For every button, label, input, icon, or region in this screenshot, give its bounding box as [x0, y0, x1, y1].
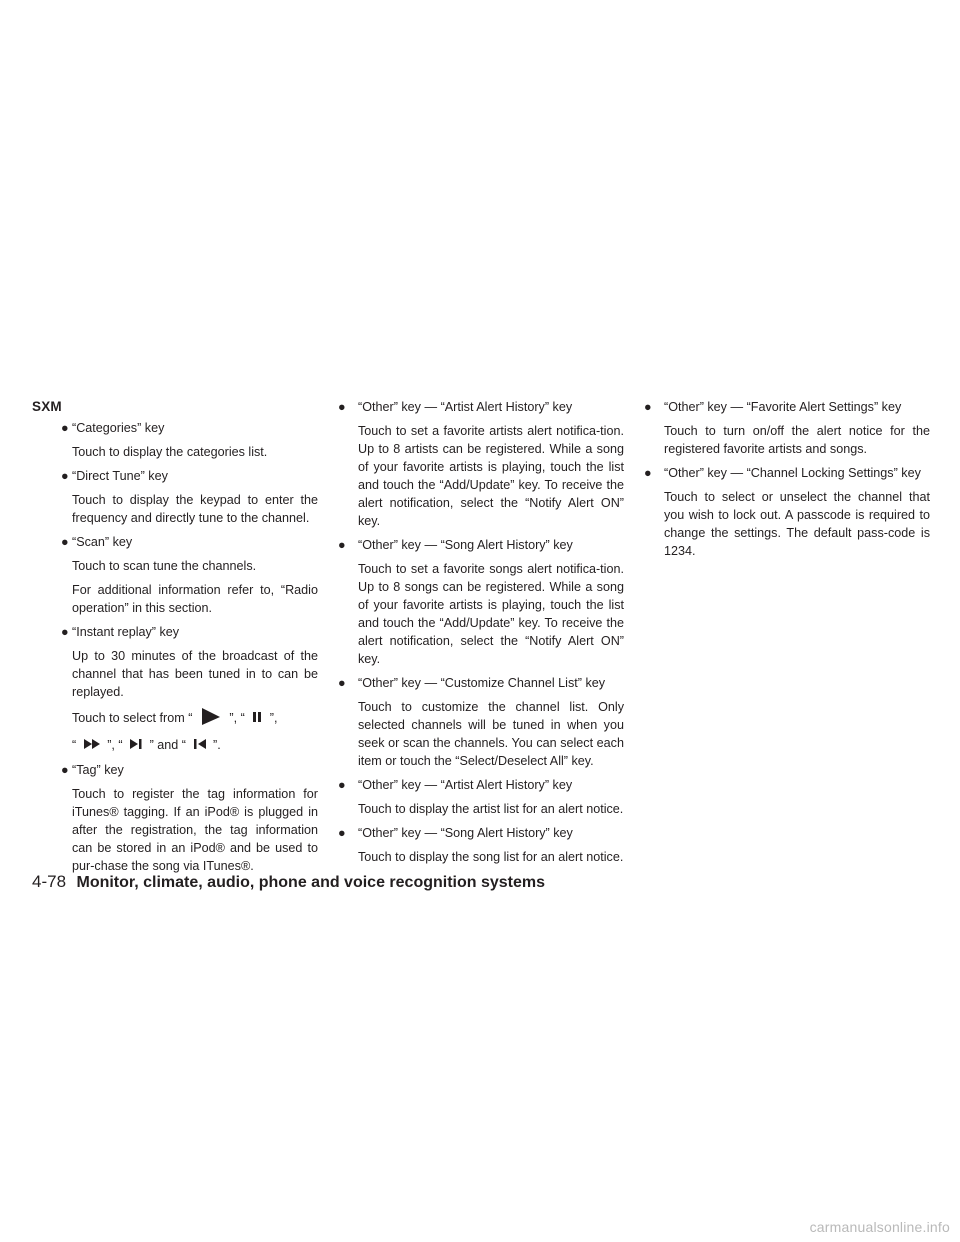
control-icons-line-1 — [72, 707, 318, 730]
list-item-categories — [32, 419, 318, 461]
key-description: Touch to set a favorite artists alert notifica-tion. Up to 8 artists can be registered. While a song of your favorite artists is playing, touch the list and touch the “Add/Update” key. To receive the alert notification, select the “Notify Alert ON” key. — [358, 424, 624, 528]
list-item-artist-alert — [338, 398, 624, 530]
text-fragment: ”, “ — [229, 710, 245, 725]
list-item-song-alert — [338, 536, 624, 668]
key-label: “Other” key — “Favorite Alert Settings” key — [664, 400, 902, 414]
text-fragment: “ — [72, 738, 77, 752]
skip-next-icon — [128, 737, 144, 755]
key-description: Touch to set a favorite songs alert notifica-tion. Up to 8 songs can be registered. While a song of your favorite artists is playing, touch the list and touch the “Add/Update” key. To receive the alert notification, select the “Notify Alert ON” key. — [358, 562, 624, 666]
section-title: SXM — [32, 399, 62, 414]
list-item-tag — [32, 761, 318, 875]
skip-previous-icon — [192, 737, 208, 755]
text-fragment: ”. — [213, 738, 221, 752]
key-label: “Other” key — “Artist Alert History” key — [358, 400, 573, 414]
column-1 — [32, 398, 318, 881]
text-fragment: ” and “ — [149, 738, 186, 752]
key-label: “Direct Tune” key — [72, 469, 168, 483]
list-item-scan — [32, 533, 318, 617]
key-description: Touch to select or unselect the channel that you wish to lock out. A passcode is required to change the settings. The default pass-code is 1234. — [664, 490, 930, 558]
pause-icon — [250, 710, 264, 728]
key-description: Touch to customize the channel list. Only selected channels will be tuned in when you seek or scan the channels. You can select each item or touch the “Select/Deselect All” key. — [358, 700, 624, 768]
key-label: “Tag” key — [72, 762, 124, 777]
bullet: ● — [61, 625, 69, 639]
key-description-more: For additional information refer to, “Radio operation” in this section. — [72, 583, 318, 615]
bullet: ● — [61, 469, 69, 483]
key-label: “Other” key — “Song Alert History” key — [358, 538, 573, 552]
bullet: ● — [338, 400, 346, 414]
key-label: “Other” key — “Song Alert History” key — [358, 826, 573, 840]
key-label: “Other” key — “Channel Locking Settings” key — [664, 466, 921, 480]
key-description: Touch to display the song list for an alert notice. — [358, 850, 624, 864]
page-number: 4-78 — [32, 872, 67, 891]
key-description: Touch to scan tune the channels. — [72, 559, 257, 573]
play-icon — [198, 707, 224, 730]
key-description: Up to 30 minutes of the broadcast of the channel that has been tuned in to can be replayed. — [72, 649, 318, 699]
fast-forward-icon — [82, 737, 102, 755]
list-item-direct-tune — [32, 467, 318, 527]
bullet: ● — [644, 400, 652, 414]
text-fragment: Touch to select from “ — [72, 710, 193, 725]
list-item-channel-locking — [644, 464, 930, 560]
control-icons-line-2 — [72, 736, 318, 755]
key-label: “Scan” key — [72, 535, 133, 549]
list-item-song-list — [338, 824, 624, 866]
bullet: ● — [61, 421, 69, 435]
bullet: ● — [644, 466, 652, 480]
bullet: ● — [338, 778, 346, 792]
page-footer — [32, 873, 545, 892]
bullet: ● — [61, 535, 69, 549]
list-item-favorite-alert — [644, 398, 930, 458]
key-label: “Other” key — “Artist Alert History” key — [358, 778, 573, 792]
key-description: Touch to register the tag information for iTunes® tagging. If an iPod® is plugged in after the registration, the tag information can be stored in an iPod® and be used to pur-chase the song via ITunes®. — [72, 786, 318, 873]
list-item-artist-list — [338, 776, 624, 818]
key-label: “Categories” key — [72, 421, 165, 435]
list-item-instant-replay — [32, 623, 318, 755]
key-label: “Instant replay” key — [72, 625, 180, 639]
watermark: carmanualsonline.info — [809, 1219, 950, 1235]
key-description: Touch to display the categories list. — [72, 445, 268, 459]
column-2 — [338, 398, 624, 872]
bullet: ● — [61, 762, 69, 777]
bullet: ● — [338, 826, 346, 840]
key-label: “Other” key — “Customize Channel List” key — [358, 676, 606, 690]
text-fragment: ”, — [269, 710, 278, 725]
bullet: ● — [338, 676, 346, 690]
key-description: Touch to display the artist list for an alert notice. — [358, 802, 624, 816]
key-description: Touch to turn on/off the alert notice for the registered favorite artists and songs. — [664, 424, 930, 456]
key-description: Touch to display the keypad to enter the frequency and directly tune to the channel. — [72, 493, 318, 525]
text-fragment: ”, “ — [107, 738, 123, 752]
column-3 — [644, 398, 930, 566]
chapter-title: Monitor, climate, audio, phone and voice recognition systems — [76, 874, 546, 891]
bullet: ● — [338, 538, 346, 552]
list-item-customize-channel — [338, 674, 624, 770]
